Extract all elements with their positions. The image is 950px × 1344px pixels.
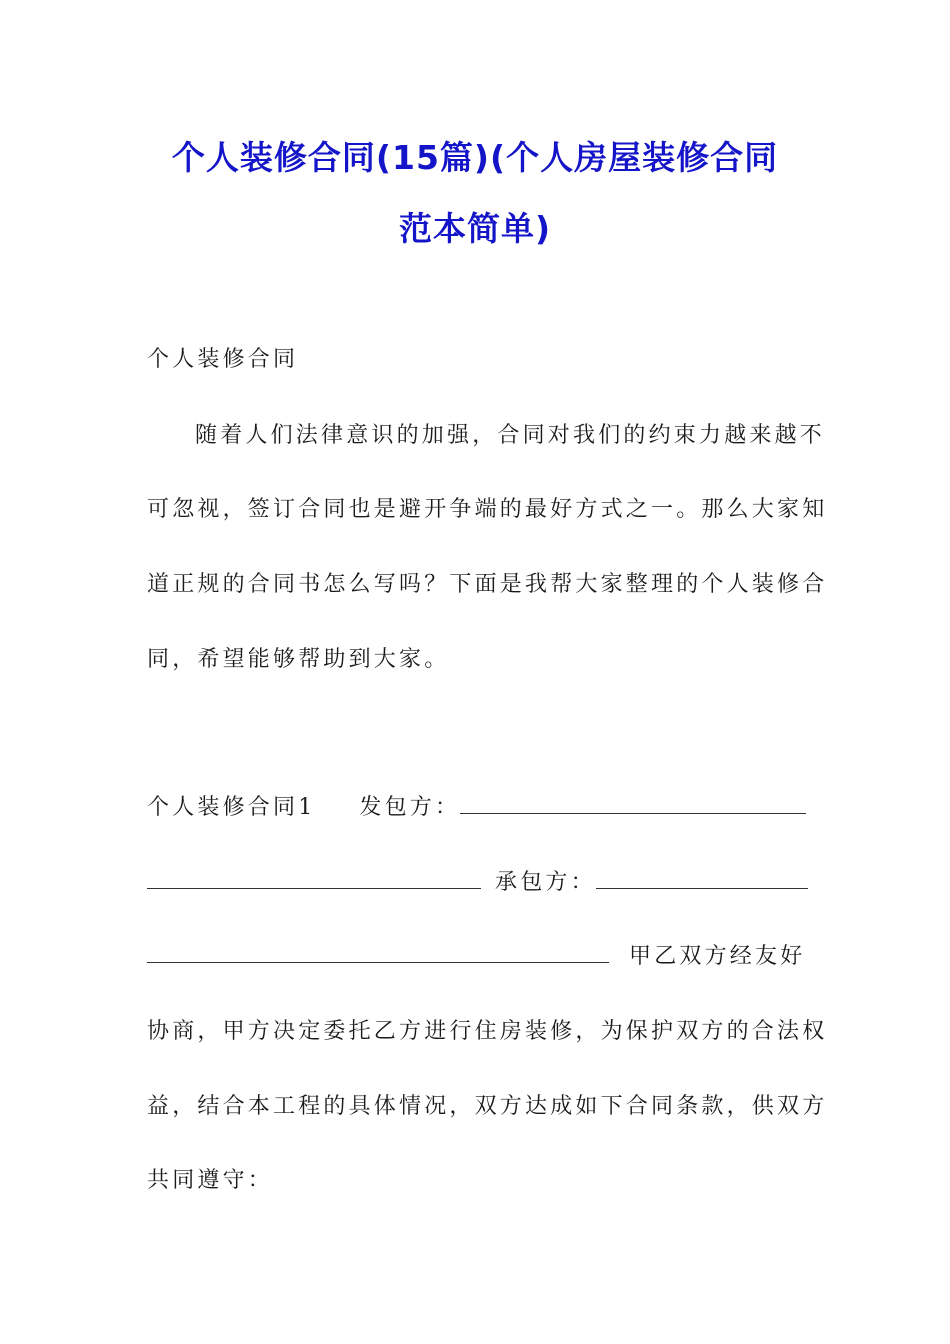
party-b-blank xyxy=(596,868,808,889)
section-heading: 个人装修合同 xyxy=(147,347,299,372)
intro-line-3: 道正规的合同书怎么写吗？下面是我帮大家整理的个人装修合 xyxy=(147,572,828,597)
party-a-label: 发包方： xyxy=(359,795,461,820)
body-line-3: 共同遵守： xyxy=(147,1168,274,1193)
document-title-line-1: 个人装修合同(15篇)(个人房屋装修合同 xyxy=(171,138,779,177)
intro-line-2: 可忽视，签订合同也是避开争端的最好方式之一。那么大家知 xyxy=(147,497,828,522)
party-b-label: 承包方： xyxy=(495,870,596,895)
intro-line-4: 同，希望能够帮助到大家。 xyxy=(147,647,450,672)
document-title-line-2: 范本简单) xyxy=(398,209,552,248)
intro-line-1: 随着人们法律意识的加强，合同对我们的约束力越来越不 xyxy=(195,423,826,448)
party-a-blank xyxy=(460,793,806,814)
party-b-blank-continued xyxy=(147,942,609,963)
body-tail: 甲乙双方经友好 xyxy=(629,944,806,969)
body-line-1: 协商，甲方决定委托乙方进行住房装修，为保护双方的合法权 xyxy=(147,1019,828,1044)
contract-header-line xyxy=(147,793,807,823)
party-b-continue-line xyxy=(147,942,807,972)
contract-label: 个人装修合同1 xyxy=(147,795,316,820)
body-line-2: 益，结合本工程的具体情况，双方达成如下合同条款，供双方 xyxy=(147,1094,828,1119)
party-b-line xyxy=(147,868,807,898)
party-a-blank-continued xyxy=(147,868,481,889)
